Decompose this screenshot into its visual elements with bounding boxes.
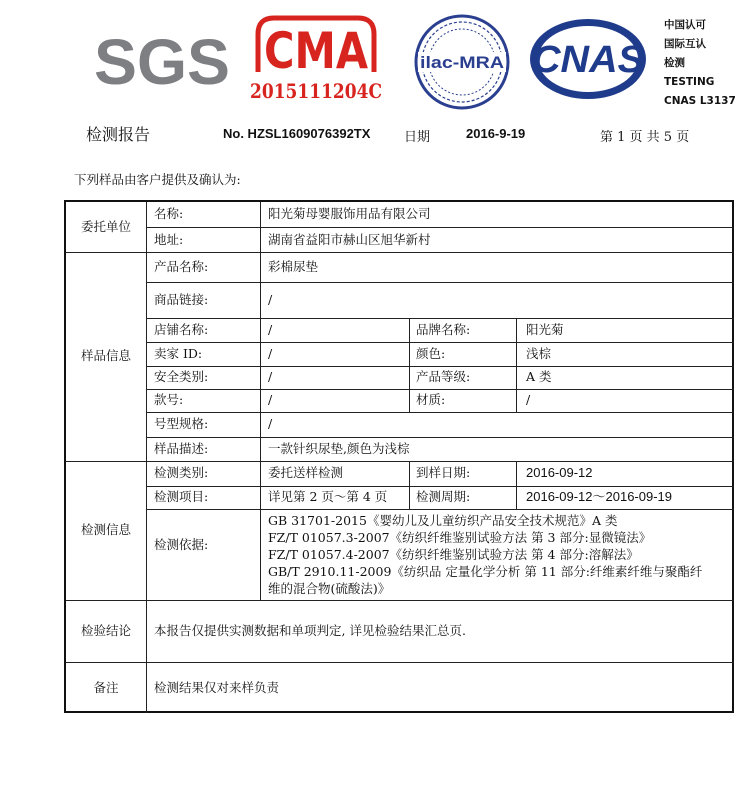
ilac-mra-text: ilac-MRA bbox=[420, 53, 504, 72]
cma-logo bbox=[246, 10, 386, 106]
table-divider bbox=[146, 437, 734, 438]
table-divider bbox=[146, 227, 734, 228]
section-client: 委托单位 bbox=[80, 219, 131, 234]
table-divider bbox=[66, 252, 734, 253]
desc-value: 一款针织尿垫,颜色为浅棕 bbox=[268, 441, 410, 456]
test-type: 委托送样检测 bbox=[268, 465, 344, 480]
table-divider bbox=[146, 509, 734, 510]
basis-item: GB/T 2910.11-2009《纺织品 定量化学分析 第 11 部分:纤维素纤维与聚酯纤 bbox=[268, 564, 703, 579]
test-items: 详见第 2 页～第 4 页 bbox=[268, 489, 388, 504]
table-divider bbox=[146, 412, 734, 413]
cma-logo-text: CMA bbox=[264, 22, 369, 80]
cnas-logo bbox=[526, 16, 650, 102]
product-name-label: 产品名称: bbox=[154, 259, 209, 274]
client-address-label: 地址: bbox=[154, 232, 184, 247]
sgs-logo bbox=[90, 22, 235, 96]
section-conclusion: 检验结论 bbox=[80, 623, 131, 638]
style-value: / bbox=[268, 392, 273, 407]
spec-value: / bbox=[268, 416, 273, 431]
seller-label: 卖家 ID: bbox=[154, 346, 203, 361]
report-number: No. HZSL1609076392TX bbox=[223, 126, 371, 141]
style-label: 款号: bbox=[154, 392, 184, 407]
seller-value: / bbox=[268, 346, 273, 361]
product-name: 彩棉尿垫 bbox=[268, 259, 319, 274]
store-label: 店铺名称: bbox=[154, 322, 209, 337]
test-items-label: 检测项目: bbox=[154, 489, 209, 504]
period-label: 检测周期: bbox=[416, 489, 471, 504]
color-value: 浅棕 bbox=[526, 346, 552, 361]
client-name: 阳光菊母婴服饰用品有限公司 bbox=[268, 206, 431, 221]
accreditation-line: TESTING bbox=[664, 76, 715, 88]
table-divider bbox=[66, 600, 734, 601]
desc-label: 样品描述: bbox=[154, 441, 209, 456]
spec-label: 号型规格: bbox=[154, 416, 209, 431]
accreditation-line: 国际互认 bbox=[664, 38, 706, 50]
report-date: 2016-9-19 bbox=[466, 126, 526, 141]
product-link: / bbox=[268, 292, 273, 307]
accreditation-line: 中国认可 bbox=[664, 19, 706, 31]
report-table bbox=[64, 200, 734, 713]
cnas-logo-text: CNAS bbox=[532, 39, 644, 81]
brand-value: 阳光菊 bbox=[526, 322, 564, 337]
material-value: / bbox=[526, 392, 531, 407]
table-divider bbox=[146, 282, 734, 283]
basis-item: GB 31701-2015《婴幼儿及儿童纺织产品安全技术规范》A 类 bbox=[268, 513, 618, 528]
grade-value: A 类 bbox=[526, 369, 552, 384]
report-title: 检测报告 bbox=[86, 125, 151, 144]
safety-value: / bbox=[268, 369, 273, 384]
table-divider bbox=[516, 318, 517, 412]
test-period: 2016-09-12～2016-09-19 bbox=[526, 489, 672, 504]
date-label: 日期 bbox=[404, 130, 431, 145]
arrival-label: 到样日期: bbox=[416, 465, 471, 480]
ilac-mra-logo bbox=[412, 12, 512, 112]
section-remark: 备注 bbox=[93, 680, 119, 695]
basis-list bbox=[268, 512, 702, 597]
color-label: 颜色: bbox=[416, 346, 446, 361]
sgs-logo-text: SGS bbox=[94, 26, 230, 98]
accreditation-block bbox=[664, 16, 736, 111]
conclusion-text: 本报告仅提供实测数据和单项判定, 详见检验结果汇总页. bbox=[154, 623, 466, 638]
section-testing: 检测信息 bbox=[80, 522, 131, 537]
accreditation-line: CNAS L3137 bbox=[664, 95, 736, 107]
arrival-date: 2016-09-12 bbox=[526, 465, 593, 480]
client-name-label: 名称: bbox=[154, 206, 184, 221]
grade-label: 产品等级: bbox=[416, 369, 471, 384]
client-address: 湖南省益阳市赫山区旭华新村 bbox=[268, 232, 431, 247]
remark-text: 检测结果仅对来样负责 bbox=[154, 680, 280, 695]
table-divider bbox=[516, 461, 517, 509]
safety-label: 安全类别: bbox=[154, 369, 209, 384]
table-divider bbox=[260, 202, 261, 600]
section-sample: 样品信息 bbox=[80, 348, 131, 363]
basis-item: FZ/T 01057.4-2007《纺织纤维鉴别试验方法 第 4 部分:溶解法》 bbox=[268, 547, 639, 562]
table-divider bbox=[409, 318, 410, 412]
page-indicator: 第 1 页 共 5 页 bbox=[600, 130, 690, 145]
brand-label: 品牌名称: bbox=[416, 322, 471, 337]
material-label: 材质: bbox=[416, 392, 446, 407]
table-divider bbox=[146, 202, 147, 713]
cma-number: 2015111204C bbox=[250, 79, 382, 103]
basis-item: FZ/T 01057.3-2007《纺织纤维鉴别试验方法 第 3 部分:显微镜法》 bbox=[268, 530, 652, 545]
test-type-label: 检测类别: bbox=[154, 465, 209, 480]
intro-text: 下列样品由客户提供及确认为: bbox=[74, 172, 241, 187]
product-link-label: 商品链接: bbox=[154, 292, 209, 307]
store-value: / bbox=[268, 322, 273, 337]
basis-label: 检测依据: bbox=[154, 537, 209, 552]
table-divider bbox=[409, 461, 410, 509]
table-divider bbox=[66, 662, 734, 663]
basis-item: 维的混合物(硫酸法)》 bbox=[268, 581, 391, 596]
accreditation-line: 检测 bbox=[664, 57, 685, 69]
